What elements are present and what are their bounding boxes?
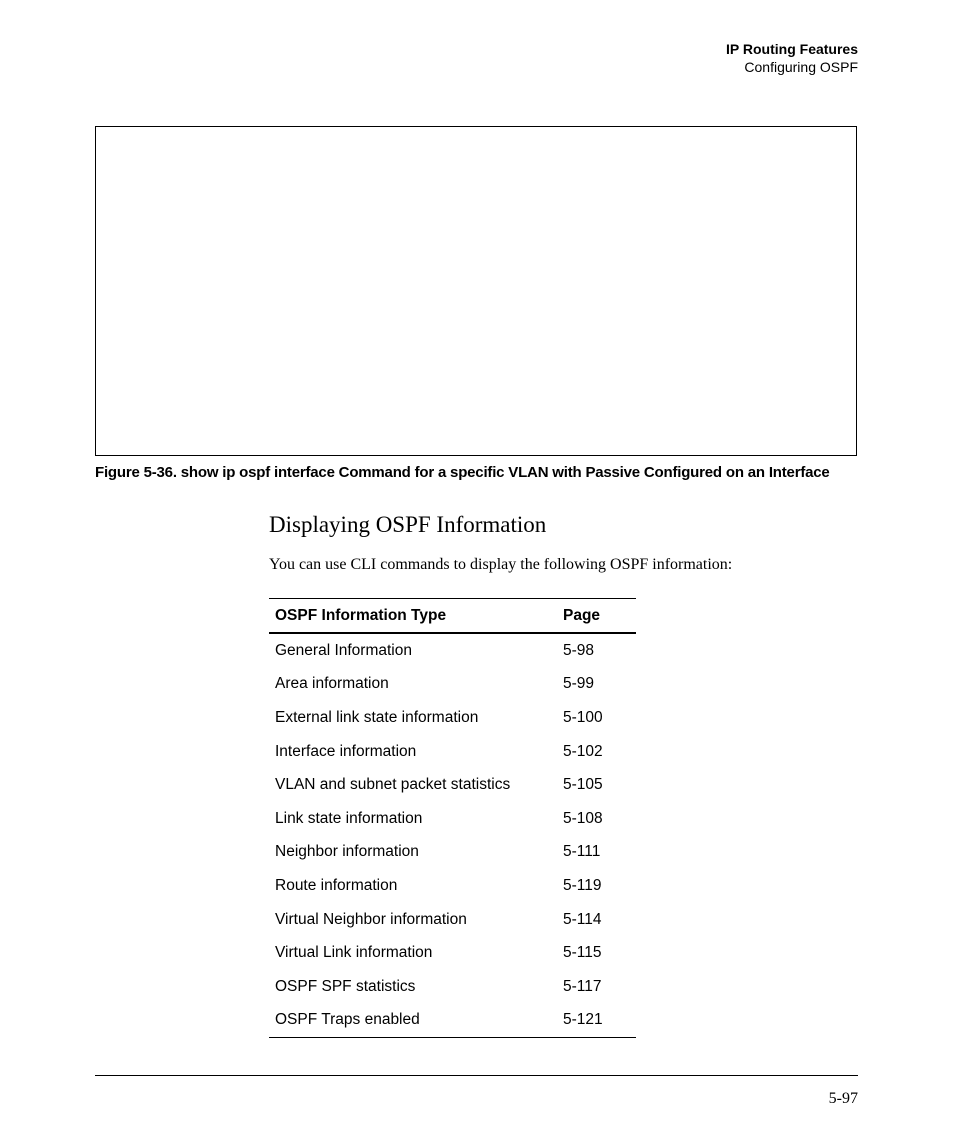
page-cell: 5-105 bbox=[563, 776, 603, 794]
page-cell: 5-111 bbox=[563, 843, 601, 861]
table-header-row bbox=[269, 599, 636, 634]
header-section-title: IP Routing Features bbox=[726, 41, 858, 57]
figure-frame bbox=[95, 126, 857, 456]
info-type-cell: Neighbor information bbox=[275, 843, 419, 861]
column-header-type: OSPF Information Type bbox=[269, 599, 557, 634]
page-number: 5-97 bbox=[828, 1090, 858, 1107]
info-type-cell: OSPF SPF statistics bbox=[275, 977, 416, 995]
page-cell: 5-100 bbox=[563, 708, 603, 726]
table-row bbox=[269, 802, 636, 836]
table-row bbox=[269, 970, 636, 1004]
info-type-cell: Interface information bbox=[275, 742, 417, 760]
page-cell: 5-119 bbox=[563, 876, 602, 894]
info-type-cell: OSPF Traps enabled bbox=[269, 1004, 557, 1038]
info-type-cell: VLAN and subnet packet statistics bbox=[275, 776, 511, 794]
table-row bbox=[269, 768, 636, 802]
page-cell: 5-114 bbox=[563, 910, 602, 928]
info-type-cell: Area information bbox=[275, 675, 389, 693]
info-type-cell: Virtual Neighbor information bbox=[275, 910, 467, 928]
page-cell: 5-117 bbox=[563, 977, 602, 995]
table-row bbox=[269, 1004, 636, 1038]
table-row bbox=[269, 701, 636, 735]
table-row bbox=[269, 869, 636, 903]
info-type-cell: External link state information bbox=[275, 708, 479, 726]
table-row bbox=[269, 735, 636, 769]
info-type-cell: Virtual Link information bbox=[275, 944, 433, 962]
page-cell: 5-108 bbox=[563, 809, 603, 827]
table-row bbox=[269, 633, 636, 668]
page-cell: 5-99 bbox=[563, 675, 595, 693]
footer-rule bbox=[95, 1075, 858, 1076]
column-header-page: Page bbox=[557, 599, 636, 634]
page-cell: 5-121 bbox=[557, 1004, 636, 1038]
table-row bbox=[269, 903, 636, 937]
info-type-cell: Link state information bbox=[275, 809, 423, 827]
header-subsection-title: Configuring OSPF bbox=[744, 59, 858, 75]
info-type-cell: Route information bbox=[275, 876, 398, 894]
table-row bbox=[269, 668, 636, 702]
page-cell: 5-115 bbox=[563, 944, 602, 962]
intro-paragraph: You can use CLI commands to display the following OSPF information: bbox=[269, 556, 733, 573]
ospf-info-table bbox=[269, 598, 636, 1038]
section-heading: Displaying OSPF Information bbox=[269, 512, 547, 537]
table-row bbox=[269, 836, 636, 870]
figure-caption: Figure 5-36. show ip ospf interface Command for a specific VLAN with Passive Configured on an Interface bbox=[95, 464, 830, 481]
info-type-cell: General Information bbox=[275, 641, 412, 659]
table-row bbox=[269, 936, 636, 970]
page-cell: 5-102 bbox=[563, 742, 603, 760]
page-cell: 5-98 bbox=[563, 641, 595, 659]
running-header bbox=[726, 40, 858, 76]
